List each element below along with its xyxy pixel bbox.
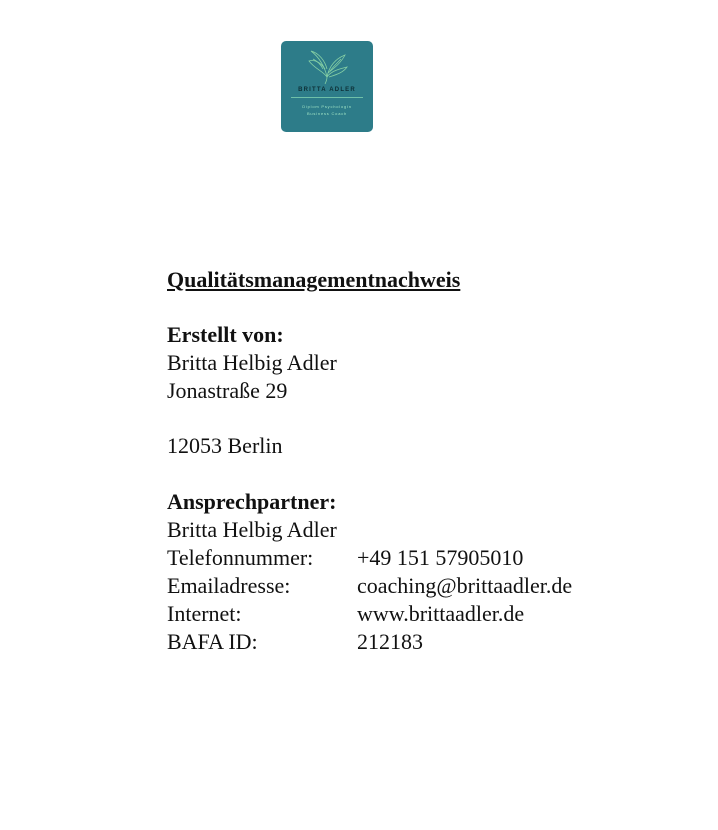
- contact-heading: Ansprechpartner:: [167, 489, 337, 514]
- created-by-city: 12053 Berlin: [167, 433, 283, 458]
- phone-label: Telefonnummer:: [167, 545, 314, 570]
- logo-subtitle-2: Business Coach: [306, 111, 348, 116]
- butterfly-icon: [301, 47, 353, 85]
- bafa-label: BAFA ID:: [167, 629, 258, 654]
- bafa-value: 212183: [357, 629, 423, 654]
- website-value: www.brittaadler.de: [357, 601, 525, 626]
- contact-row-email: [167, 572, 687, 600]
- document-title: Qualitätsmanagementnachweis: [167, 267, 461, 292]
- created-by-name: Britta Helbig Adler: [167, 350, 337, 375]
- contact-name: Britta Helbig Adler: [167, 517, 337, 542]
- contact-row-website: [167, 600, 687, 628]
- website-label: Internet:: [167, 601, 242, 626]
- logo: [281, 41, 373, 132]
- email-label: Emailadresse:: [167, 573, 291, 598]
- phone-value: +49 151 57905010: [357, 545, 524, 570]
- created-by-street: Jonastraße 29: [167, 378, 288, 403]
- logo-brand-name: BRITTA ADLER: [298, 87, 356, 93]
- email-value: coaching@brittaadler.de: [357, 573, 573, 598]
- contact-row-bafa: [167, 628, 687, 656]
- created-by-heading: Erstellt von:: [167, 322, 284, 347]
- document-body: [167, 266, 687, 656]
- logo-subtitle-1: Diplom Psychologin: [302, 104, 352, 109]
- logo-divider: [291, 97, 363, 98]
- contact-row-phone: [167, 544, 687, 572]
